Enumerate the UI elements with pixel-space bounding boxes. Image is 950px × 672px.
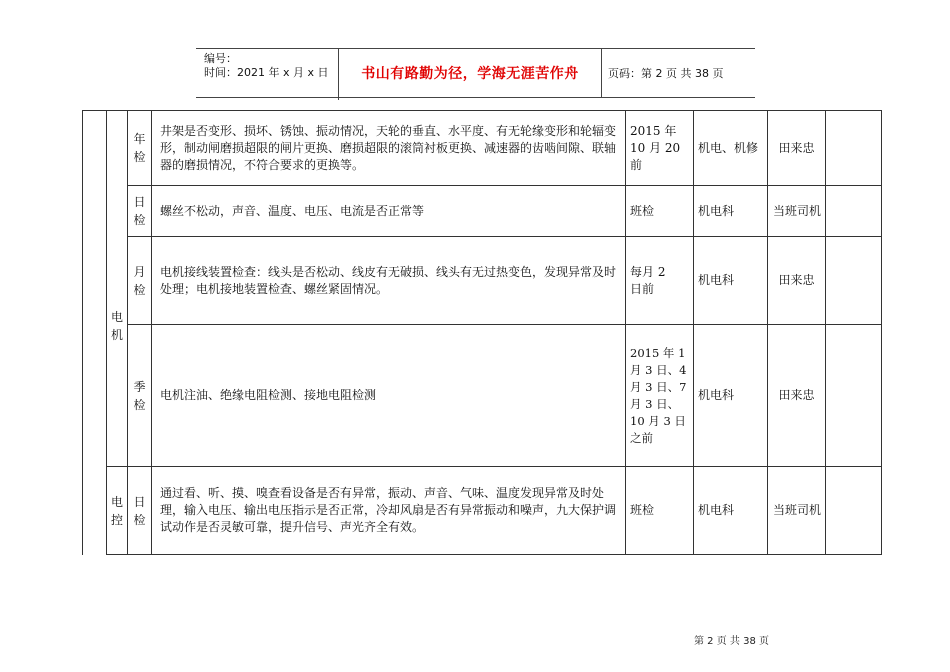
time-label: 时间：2021 年 x 月 x 日 bbox=[204, 66, 329, 79]
table-row-time: 2015 年 10 月 20 前 bbox=[630, 123, 681, 172]
group-label-motor: 电机 bbox=[110, 310, 123, 342]
header-meta bbox=[196, 49, 339, 100]
table-row-content: 螺丝不松动，声音、温度、电压、电流是否正常等 bbox=[160, 203, 425, 218]
table-row-dept: 机电科 bbox=[698, 503, 735, 517]
table-row-time: 班检 bbox=[630, 203, 655, 218]
table-row-time: 2015 年 1 月 3 日、4 月 3 日、7 月 3 日、10 月 3 日之前 bbox=[630, 345, 687, 445]
page-header bbox=[196, 48, 755, 98]
table-row-time: 每月 2 日前 bbox=[630, 264, 666, 296]
group-label-control: 电控 bbox=[110, 494, 123, 527]
table-row-dept: 机电科 bbox=[698, 388, 735, 402]
table-row-content: 井架是否变形、损坏、锈蚀、振动情况，天轮的垂直、水平度、有无轮缘变形和轮辐变形，制动闸磨损超限的闸片更换、磨损超限的滚筒衬板更换、减速器的齿啮间隙、联轴器的磨损情况，不符合要求的更换等。 bbox=[160, 123, 617, 172]
maintenance-table bbox=[82, 110, 882, 554]
table-row-dept: 机电、机修 bbox=[698, 140, 759, 155]
table-row-content: 电机注油、绝缘电阻检测、接地电阻检测 bbox=[160, 388, 377, 402]
table-row-period: 季检 bbox=[133, 379, 146, 412]
table-row-period: 日检 bbox=[133, 494, 146, 527]
header-motto: 书山有路勤为径，学海无涯苦作舟 bbox=[339, 49, 602, 97]
page-footer: 第 2 页 共 38 页 bbox=[694, 636, 769, 647]
table-row-dept: 机电科 bbox=[698, 273, 735, 287]
table-row-person: 田来忠 bbox=[778, 140, 815, 155]
table-row-person: 田来忠 bbox=[778, 388, 815, 402]
table-row-person: 当班司机 bbox=[772, 503, 821, 517]
table-row-content: 通过看、听、摸、嗅查看设备是否有异常，振动、声音、气味、温度发现异常及时处理，输入电压、输出电压指示是否正常，冷却风扇是否有异常振动和噪声，九大保护调试动作是否灵敏可靠，提升信号、声光齐全有效。 bbox=[160, 486, 617, 534]
serial-label: 编号： bbox=[204, 52, 237, 65]
table-row-time: 班检 bbox=[630, 503, 655, 517]
table-row-period: 月检 bbox=[133, 264, 146, 297]
table-row-dept: 机电科 bbox=[698, 203, 735, 218]
table-row-person: 田来忠 bbox=[778, 273, 815, 287]
header-page-code: 页码：第 2 页 共 38 页 bbox=[608, 67, 724, 80]
table-row-content: 电机接线装置检查：线头是否松动、线皮有无破损、线头有无过热变色，发现异常及时处理；电机接地装置检查、螺丝紧固情况。 bbox=[160, 264, 617, 296]
table-row-person: 当班司机 bbox=[772, 203, 821, 218]
table-row-period: 年检 bbox=[133, 132, 146, 164]
table-row-period: 日检 bbox=[133, 195, 146, 227]
